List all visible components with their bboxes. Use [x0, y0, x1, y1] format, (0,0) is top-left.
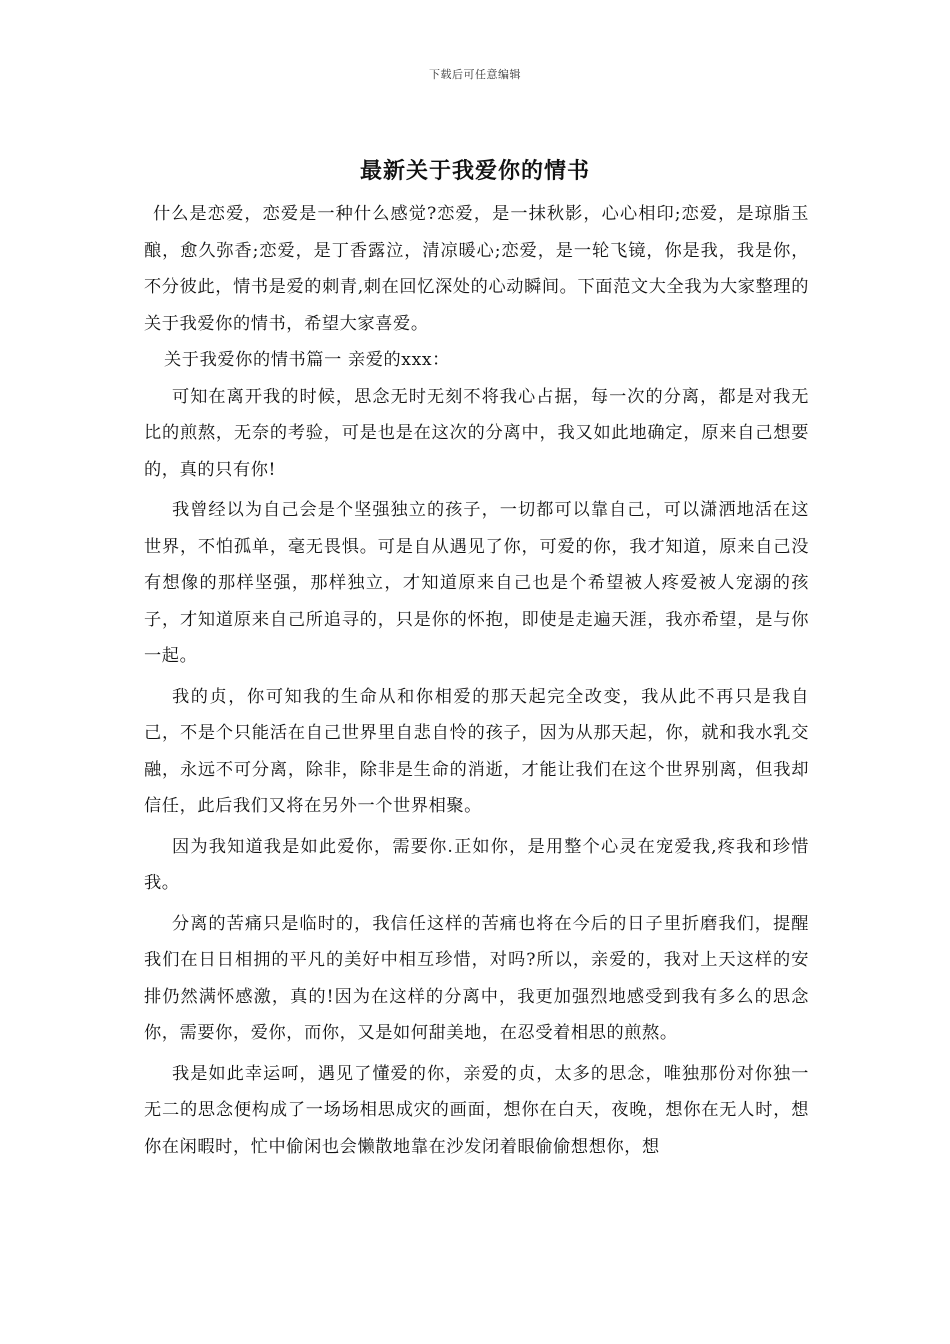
body-paragraph: 我的贞，你可知我的生命从和你相爱的那天起完全改变，我从此不再只是我自己，不是个只能活在自己世界里自悲自怜的孩子，因为从那天起，你，就和我水乳交融，永远不可分离，除非，除非是生命的消逝，才能让我们在这个世界别离，但我却信任，此后我们又将在另外一个世界相聚。	[144, 686, 809, 816]
header-note: 下载后可任意编辑	[429, 68, 521, 81]
body-paragraph: 可知在离开我的时候，思念无时无刻不将我心占据，每一次的分离，都是对我无比的煎熬，无奈的考验，可是也是在这次的分离中，我又如此地确定，原来自己想要的，真的只有你!	[144, 386, 809, 480]
body-paragraph: 我曾经以为自己会是个坚强独立的孩子，一切都可以靠自己，可以潇洒地活在这世界，不怕孤单，毫无畏惧。可是自从遇见了你，可爱的你，我才知道，原来自己没有想像的那样坚强，那样独立，才知道原来自己也是个希望被人疼爱被人宠溺的孩子，才知道原来自己所追寻的，只是你的怀抱，即使是走遍天涯，我亦希望，是与你一起。	[144, 500, 809, 666]
document-title: 最新关于我爱你的情书	[359, 158, 590, 184]
intro-paragraph: 什么是恋爱，恋爱是一种什么感觉?恋爱，是一抹秋影，心心相印;恋爱，是琼脂玉酿，愈久弥香;恋爱，是丁香露泣，清凉暖心;恋爱，是一轮飞镜，你是我，我是你，不分彼此，情书是爱的刺青,刺在回忆深处的心动瞬间。下面范文大全我为大家整理的关于我爱你的情书，希望大家喜爱。	[144, 204, 809, 334]
body-paragraph: 因为我知道我是如此爱你，需要你.正如你，是用整个心灵在宠爱我,疼我和珍惜我。	[144, 836, 809, 893]
body-paragraph: 分离的苦痛只是临时的，我信任这样的苦痛也将在今后的日子里折磨我们，提醒我们在日日相拥的平凡的美好中相互珍惜，对吗?所以，亲爱的，我对上天这样的安排仍然满怀感激，真的!因为在这样的分离中，我更加强烈地感受到我有多么的思念你，需要你，爱你，而你，又是如何甜美地，在忍受着相思的煎熬。	[144, 913, 809, 1043]
section-heading: 关于我爱你的情书篇一 亲爱的xxx：	[164, 350, 450, 370]
document-body	[144, 196, 809, 1165]
body-paragraph: 我是如此幸运呵，遇见了懂爱的你，亲爱的贞，太多的思念，唯独那份对你独一无二的思念便构成了一场场相思成灾的画面，想你在白天，夜晚，想你在无人时，想你在闲暇时，忙中偷闲也会懒散地靠在沙发闭着眼偷偷想想你，想	[144, 1063, 809, 1157]
